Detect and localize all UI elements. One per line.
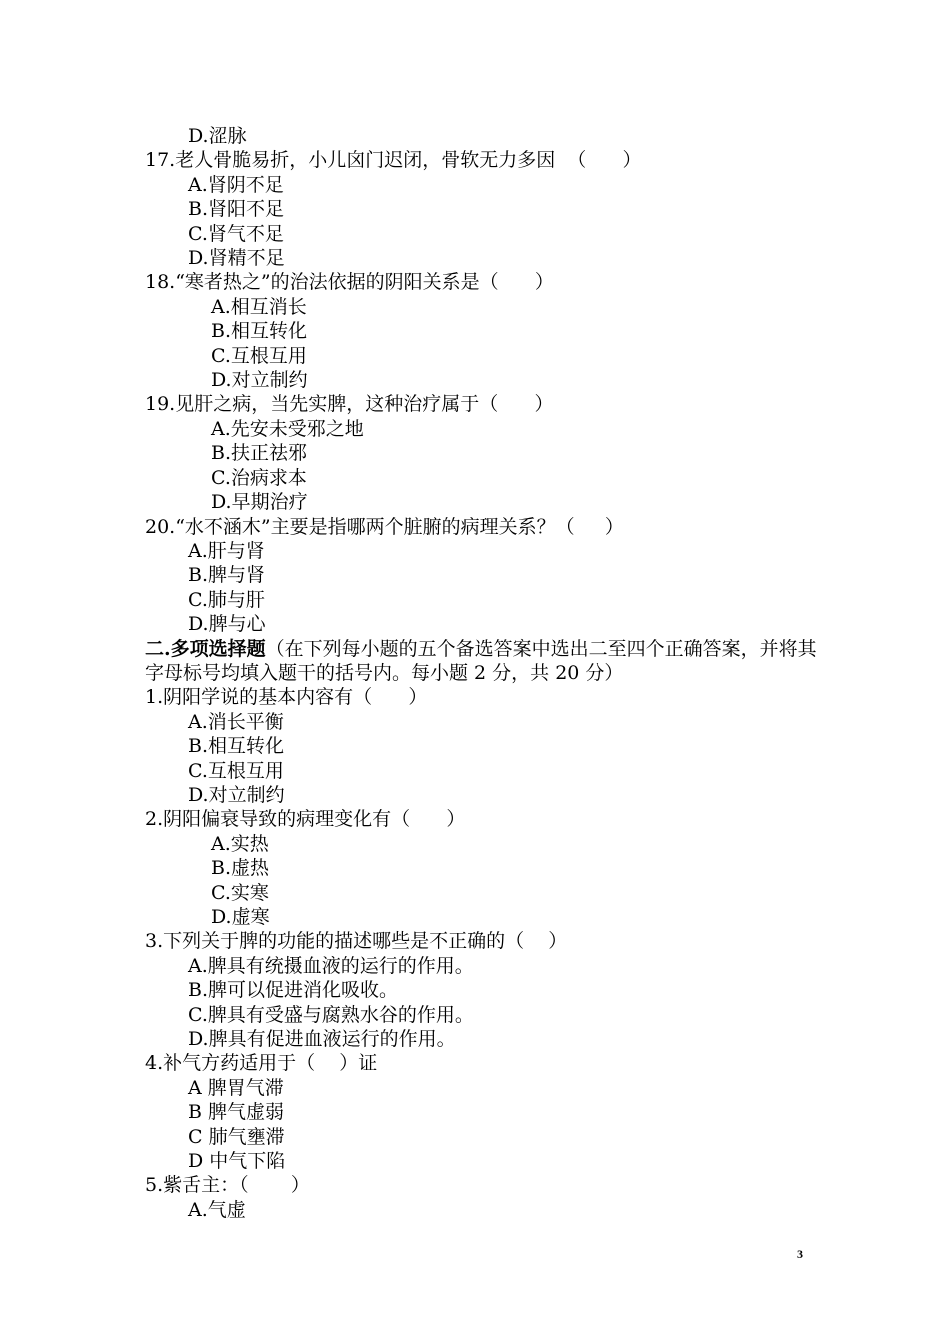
answer-option: A.气虚 [188,1198,246,1221]
answer-option: D.早期治疗 [211,491,308,514]
answer-option: B.相互转化 [211,320,308,343]
answer-option: C.肺与肝 [188,588,265,611]
answer-option: A.肝与肾 [188,539,265,562]
answer-option: D.对立制约 [188,783,285,806]
answer-option: D 中气下陷 [188,1150,286,1173]
answer-option: D.对立制约 [211,369,308,392]
question-stem: 18.“寒者热之”的治法依据的阴阳关系是（ ） [145,271,554,294]
question-stem: 2.阴阳偏衰导致的病理变化有（ ） [145,808,466,831]
answer-option: C.互根互用 [188,759,284,782]
answer-option: C.互根互用 [211,344,307,367]
question-stem: 3.下列关于脾的功能的描述哪些是不正确的（ ） [145,930,568,953]
answer-option: D.涩脉 [188,125,247,147]
document-content [145,124,825,1222]
answer-option: B.脾与肾 [188,564,266,587]
answer-option: B 脾气虚弱 [188,1101,285,1124]
answer-option: D.脾具有促进血液运行的作用。 [188,1028,456,1051]
section-description: （在下列每小题的五个备选答案中选出二至四个正确答案，并将其字母标号均填入题干的括号内。每小题 2 分，共 20 分） [145,637,817,684]
answer-option: C.肾气不足 [188,222,284,245]
page-number: 3 [797,1247,803,1261]
question-stem: 4.补气方药适用于（ ）证 [145,1052,378,1075]
question-stem: 19.见肝之病，当先实脾，这种治疗属于（ ） [145,393,554,416]
section-heading [145,637,825,686]
answer-option: A 脾胃气滞 [188,1076,284,1099]
answer-option: B.肾阳不足 [188,198,285,221]
answer-option: D.肾精不足 [188,247,285,270]
multiple-choice-questions [145,685,825,1222]
question-stem: 1.阴阳学说的基本内容有（ ） [145,686,428,709]
single-choice-questions [145,124,825,637]
question-stem: 5.紫舌主：（ ） [145,1174,310,1197]
section-title: 二.多项选择题 [145,637,266,660]
answer-option: B.脾可以促进消化吸收。 [188,979,399,1002]
answer-option: D.虚寒 [211,906,270,928]
answer-option: A.先安未受邪之地 [211,417,364,440]
answer-option: C 肺气壅滞 [188,1125,285,1148]
answer-option: A.相互消长 [211,295,307,318]
answer-option: B.扶正祛邪 [211,442,308,465]
question-stem: 20.“水不涵木”主要是指哪两个脏腑的病理关系？（ ） [145,515,624,538]
answer-option: A.消长平衡 [188,710,284,733]
answer-option: B.相互转化 [188,735,285,758]
answer-option: C.脾具有受盛与腐熟水谷的作用。 [188,1003,474,1026]
question-stem: 17.老人骨脆易折，小儿囟门迟闭，骨软无力多因 （ ） [145,149,642,172]
answer-option: D.脾与心 [188,613,266,636]
answer-option: A.肾阴不足 [188,173,284,196]
answer-option: B.虚热 [211,857,270,880]
answer-option: C.实寒 [211,881,269,904]
answer-option: C.治病求本 [211,466,307,489]
answer-option: A.实热 [211,832,269,855]
answer-option: A.脾具有统摄血液的运行的作用。 [188,954,474,977]
